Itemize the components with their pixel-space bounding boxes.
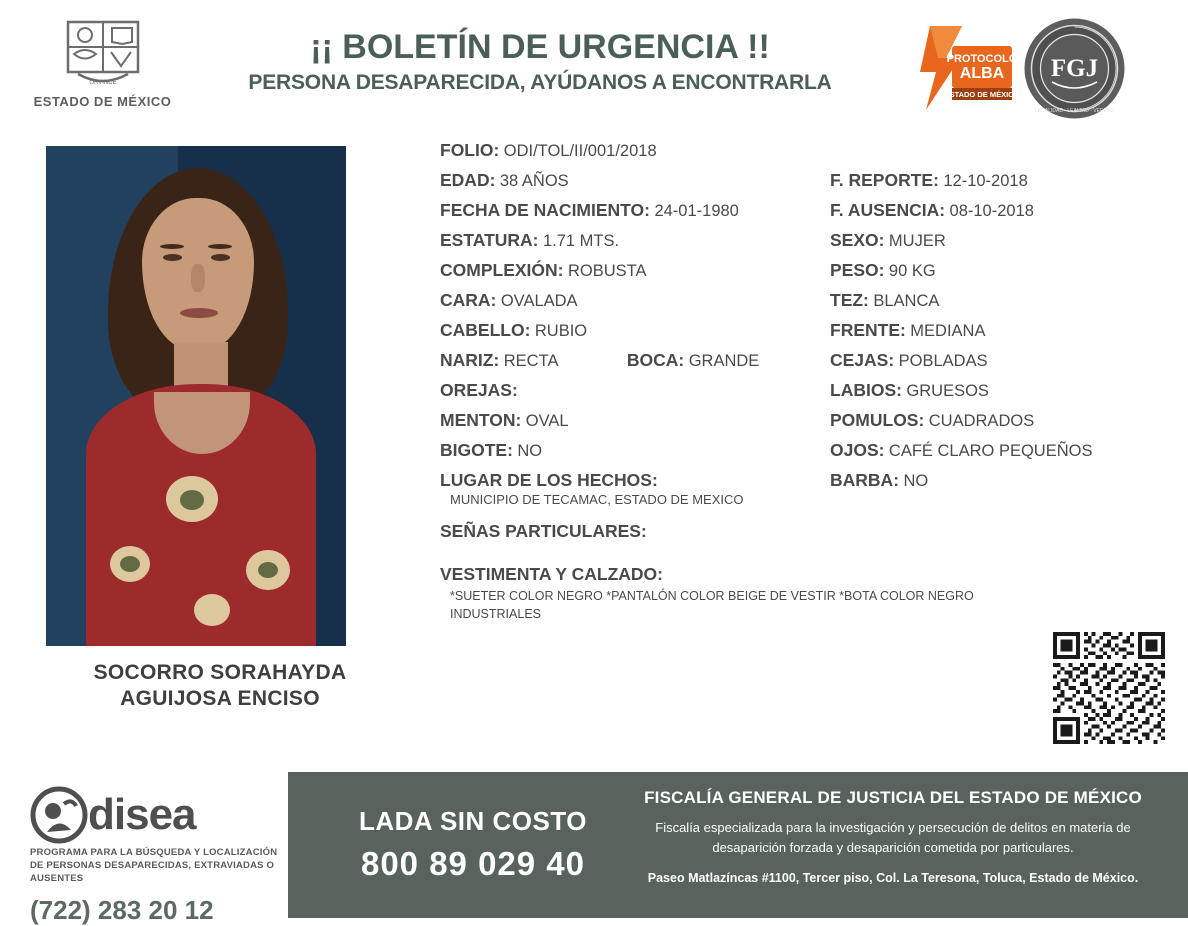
qr-code-icon xyxy=(1053,632,1165,744)
field-value: 38 AÑOS xyxy=(499,172,569,190)
field-fecha-reporte xyxy=(830,170,1160,191)
field-row xyxy=(440,200,1160,221)
photo-brow-right xyxy=(208,244,232,249)
field-cara xyxy=(440,290,830,311)
field-labios xyxy=(830,380,1160,401)
field-menton xyxy=(440,410,830,431)
alba-logo-icon xyxy=(900,18,1015,118)
photo-nose xyxy=(191,264,205,292)
toll-free-block xyxy=(328,806,618,883)
field-frente xyxy=(830,320,1160,341)
field-estatura xyxy=(440,230,830,251)
field-vestimenta-calzado xyxy=(440,564,1160,623)
field-ojos xyxy=(830,440,1160,461)
field-cejas xyxy=(830,350,1160,371)
field-sexo xyxy=(830,230,1160,251)
field-value: RECTA xyxy=(503,352,559,370)
field-value: CUADRADOS xyxy=(928,412,1035,430)
field-row xyxy=(440,470,1160,507)
odisea-phone: (722) 283 20 12 xyxy=(30,895,214,926)
field-value: OVALADA xyxy=(500,292,578,310)
protocolo-alba-logo xyxy=(900,18,1015,118)
fiscalia-address: Paseo Matlazíncas #1100, Tercer piso, Col. La Teresona, Toluca, Estado de México. xyxy=(647,871,1139,885)
page-title: ¡¡ BOLETÍN DE URGENCIA !! xyxy=(310,28,770,66)
field-label: SEÑAS PARTICULARES: xyxy=(440,521,647,541)
field-value: BLANCA xyxy=(873,292,940,310)
field-label: OJOS: xyxy=(830,440,885,460)
field-label: OREJAS: xyxy=(440,380,518,400)
photo-mouth xyxy=(180,308,218,318)
field-label: TEZ: xyxy=(830,290,869,310)
photo-eye-right xyxy=(211,254,230,261)
fgj-logo-icon xyxy=(1022,16,1127,121)
field-value: NO xyxy=(517,442,543,460)
photo-pattern-flower-center xyxy=(120,556,140,572)
field-label: CABELLO: xyxy=(440,320,531,340)
field-label: NARIZ: xyxy=(440,350,500,370)
field-label: FECHA DE NACIMIENTO: xyxy=(440,200,650,220)
field-fecha-ausencia xyxy=(830,200,1160,221)
field-label: COMPLEXIÓN: xyxy=(440,260,564,280)
qr-code xyxy=(1053,632,1165,744)
field-value: RUBIO xyxy=(534,322,588,340)
field-bigote xyxy=(440,440,830,461)
footer-band xyxy=(288,772,1188,918)
field-senas-particulares xyxy=(440,521,1160,542)
state-shield-icon xyxy=(64,18,142,90)
field-label: F. AUSENCIA: xyxy=(830,200,946,220)
field-row xyxy=(440,320,1160,341)
state-logo xyxy=(30,18,175,109)
field-label: F. REPORTE: xyxy=(830,170,939,190)
field-value: 08-10-2018 xyxy=(949,202,1034,220)
field-value-boca: GRANDE xyxy=(688,352,760,370)
field-label: POMULOS: xyxy=(830,410,925,430)
state-logo-caption: ESTADO DE MÉXICO xyxy=(33,94,172,109)
footer xyxy=(0,772,1188,926)
photo-pattern-flower-center xyxy=(258,562,278,578)
field-barba xyxy=(830,470,1160,491)
field-label: PESO: xyxy=(830,260,885,280)
svg-text:LEGALIDAD · LEALTAD · VERDAD: LEGALIDAD · LEALTAD · VERDAD xyxy=(1034,108,1115,114)
field-row xyxy=(440,380,1160,401)
svg-text:ORVINDE: ORVINDE xyxy=(88,80,117,86)
field-row xyxy=(440,170,1160,191)
field-label: BIGOTE: xyxy=(440,440,513,460)
field-label: BARBA: xyxy=(830,470,900,490)
header xyxy=(0,0,1188,130)
data-panel xyxy=(440,140,1160,632)
field-value: 90 KG xyxy=(888,262,936,280)
field-peso xyxy=(830,260,1160,281)
field-row xyxy=(440,230,1160,251)
field-value: MUNICIPIO DE TECAMAC, ESTADO DE MEXICO xyxy=(450,492,744,507)
field-value: OVAL xyxy=(525,412,569,430)
field-pomulos xyxy=(830,410,1160,431)
photo-eye-left xyxy=(163,254,182,261)
field-label: FRENTE: xyxy=(830,320,906,340)
svg-text:ALBA: ALBA xyxy=(959,65,1005,82)
field-row xyxy=(440,410,1160,431)
person-photo xyxy=(46,146,346,646)
field-value: CAFÉ CLARO PEQUEÑOS xyxy=(888,442,1093,460)
field-edad xyxy=(440,170,830,191)
field-label: ESTATURA: xyxy=(440,230,539,250)
field-folio xyxy=(440,140,830,161)
field-cabello xyxy=(440,320,830,341)
odisea-mark-icon xyxy=(30,786,88,844)
field-label: SEXO: xyxy=(830,230,885,250)
field-row xyxy=(440,140,1160,161)
toll-free-label: LADA SIN COSTO xyxy=(358,806,587,836)
field-complexion xyxy=(440,260,830,281)
fiscalia-block xyxy=(618,788,1168,887)
field-label: LUGAR DE LOS HECHOS: xyxy=(440,470,658,490)
field-label-boca: BOCA: xyxy=(626,350,685,370)
field-label: VESTIMENTA Y CALZADO: xyxy=(440,564,663,584)
field-value: *SUETER COLOR NEGRO *PANTALÓN COLOR BEIGE DE VESTIR *BOTA COLOR NEGRO INDUSTRIALES xyxy=(450,589,974,622)
field-value: ODI/TOL/II/001/2018 xyxy=(503,142,657,160)
field-value: MUJER xyxy=(888,232,946,250)
page-subtitle: PERSONA DESAPARECIDA, AYÚDANOS A ENCONTRARLA xyxy=(248,71,832,94)
field-nariz-boca xyxy=(440,350,830,371)
field-value: NO xyxy=(903,472,929,490)
field-label: CARA: xyxy=(440,290,497,310)
fiscalia-title: FISCALÍA GENERAL DE JUSTICIA DEL ESTADO DE MÉXICO xyxy=(644,788,1142,807)
field-row xyxy=(440,260,1160,281)
field-value: MEDIANA xyxy=(910,322,986,340)
field-row xyxy=(440,440,1160,461)
toll-free-number: 800 89 029 40 xyxy=(360,845,586,882)
field-tez xyxy=(830,290,1160,311)
field-fecha-nacimiento xyxy=(440,200,830,221)
field-value: 12-10-2018 xyxy=(943,172,1028,190)
svg-text:FGJ: FGJ xyxy=(1050,55,1099,82)
photo-pattern-flower-center xyxy=(180,490,204,510)
field-value: ROBUSTA xyxy=(567,262,647,280)
title-block xyxy=(190,28,890,95)
field-lugar-hechos xyxy=(440,470,830,507)
svg-text:ESTADO DE MÉXICO: ESTADO DE MÉXICO xyxy=(944,90,1015,99)
photo-pattern-flower xyxy=(194,594,230,626)
odisea-tagline: PROGRAMA PARA LA BÚSQUEDA Y LOCALIZACIÓN DE PERSONAS DESAPARECIDAS, EXTRAVIADAS O AUSENTES xyxy=(30,847,278,884)
svg-text:PROTOCOLO: PROTOCOLO xyxy=(946,53,1015,65)
field-value: 24-01-1980 xyxy=(654,202,739,220)
field-label: LABIOS: xyxy=(830,380,902,400)
field-value: GRUESOS xyxy=(906,382,989,400)
field-label: CEJAS: xyxy=(830,350,895,370)
field-row xyxy=(440,350,1160,371)
photo-brow-left xyxy=(160,244,184,249)
odisea-logo xyxy=(30,786,280,926)
field-orejas xyxy=(440,380,830,401)
field-label: EDAD: xyxy=(440,170,496,190)
field-label: MENTON: xyxy=(440,410,522,430)
fgj-logo xyxy=(1022,16,1127,121)
person-name: SOCORRO SORAHAYDA AGUIJOSA ENCISO xyxy=(93,661,347,711)
fiscalia-description: Fiscalía especializada para la investigación y persecución de delitos en materia de desaparición forzada y desaparición cometida por particulares. xyxy=(655,820,1131,855)
odisea-wordmark: disea xyxy=(88,790,196,839)
field-label: FOLIO: xyxy=(440,140,500,160)
field-value: 1.71 MTS. xyxy=(542,232,620,250)
field-value: POBLADAS xyxy=(898,352,988,370)
field-row xyxy=(440,290,1160,311)
